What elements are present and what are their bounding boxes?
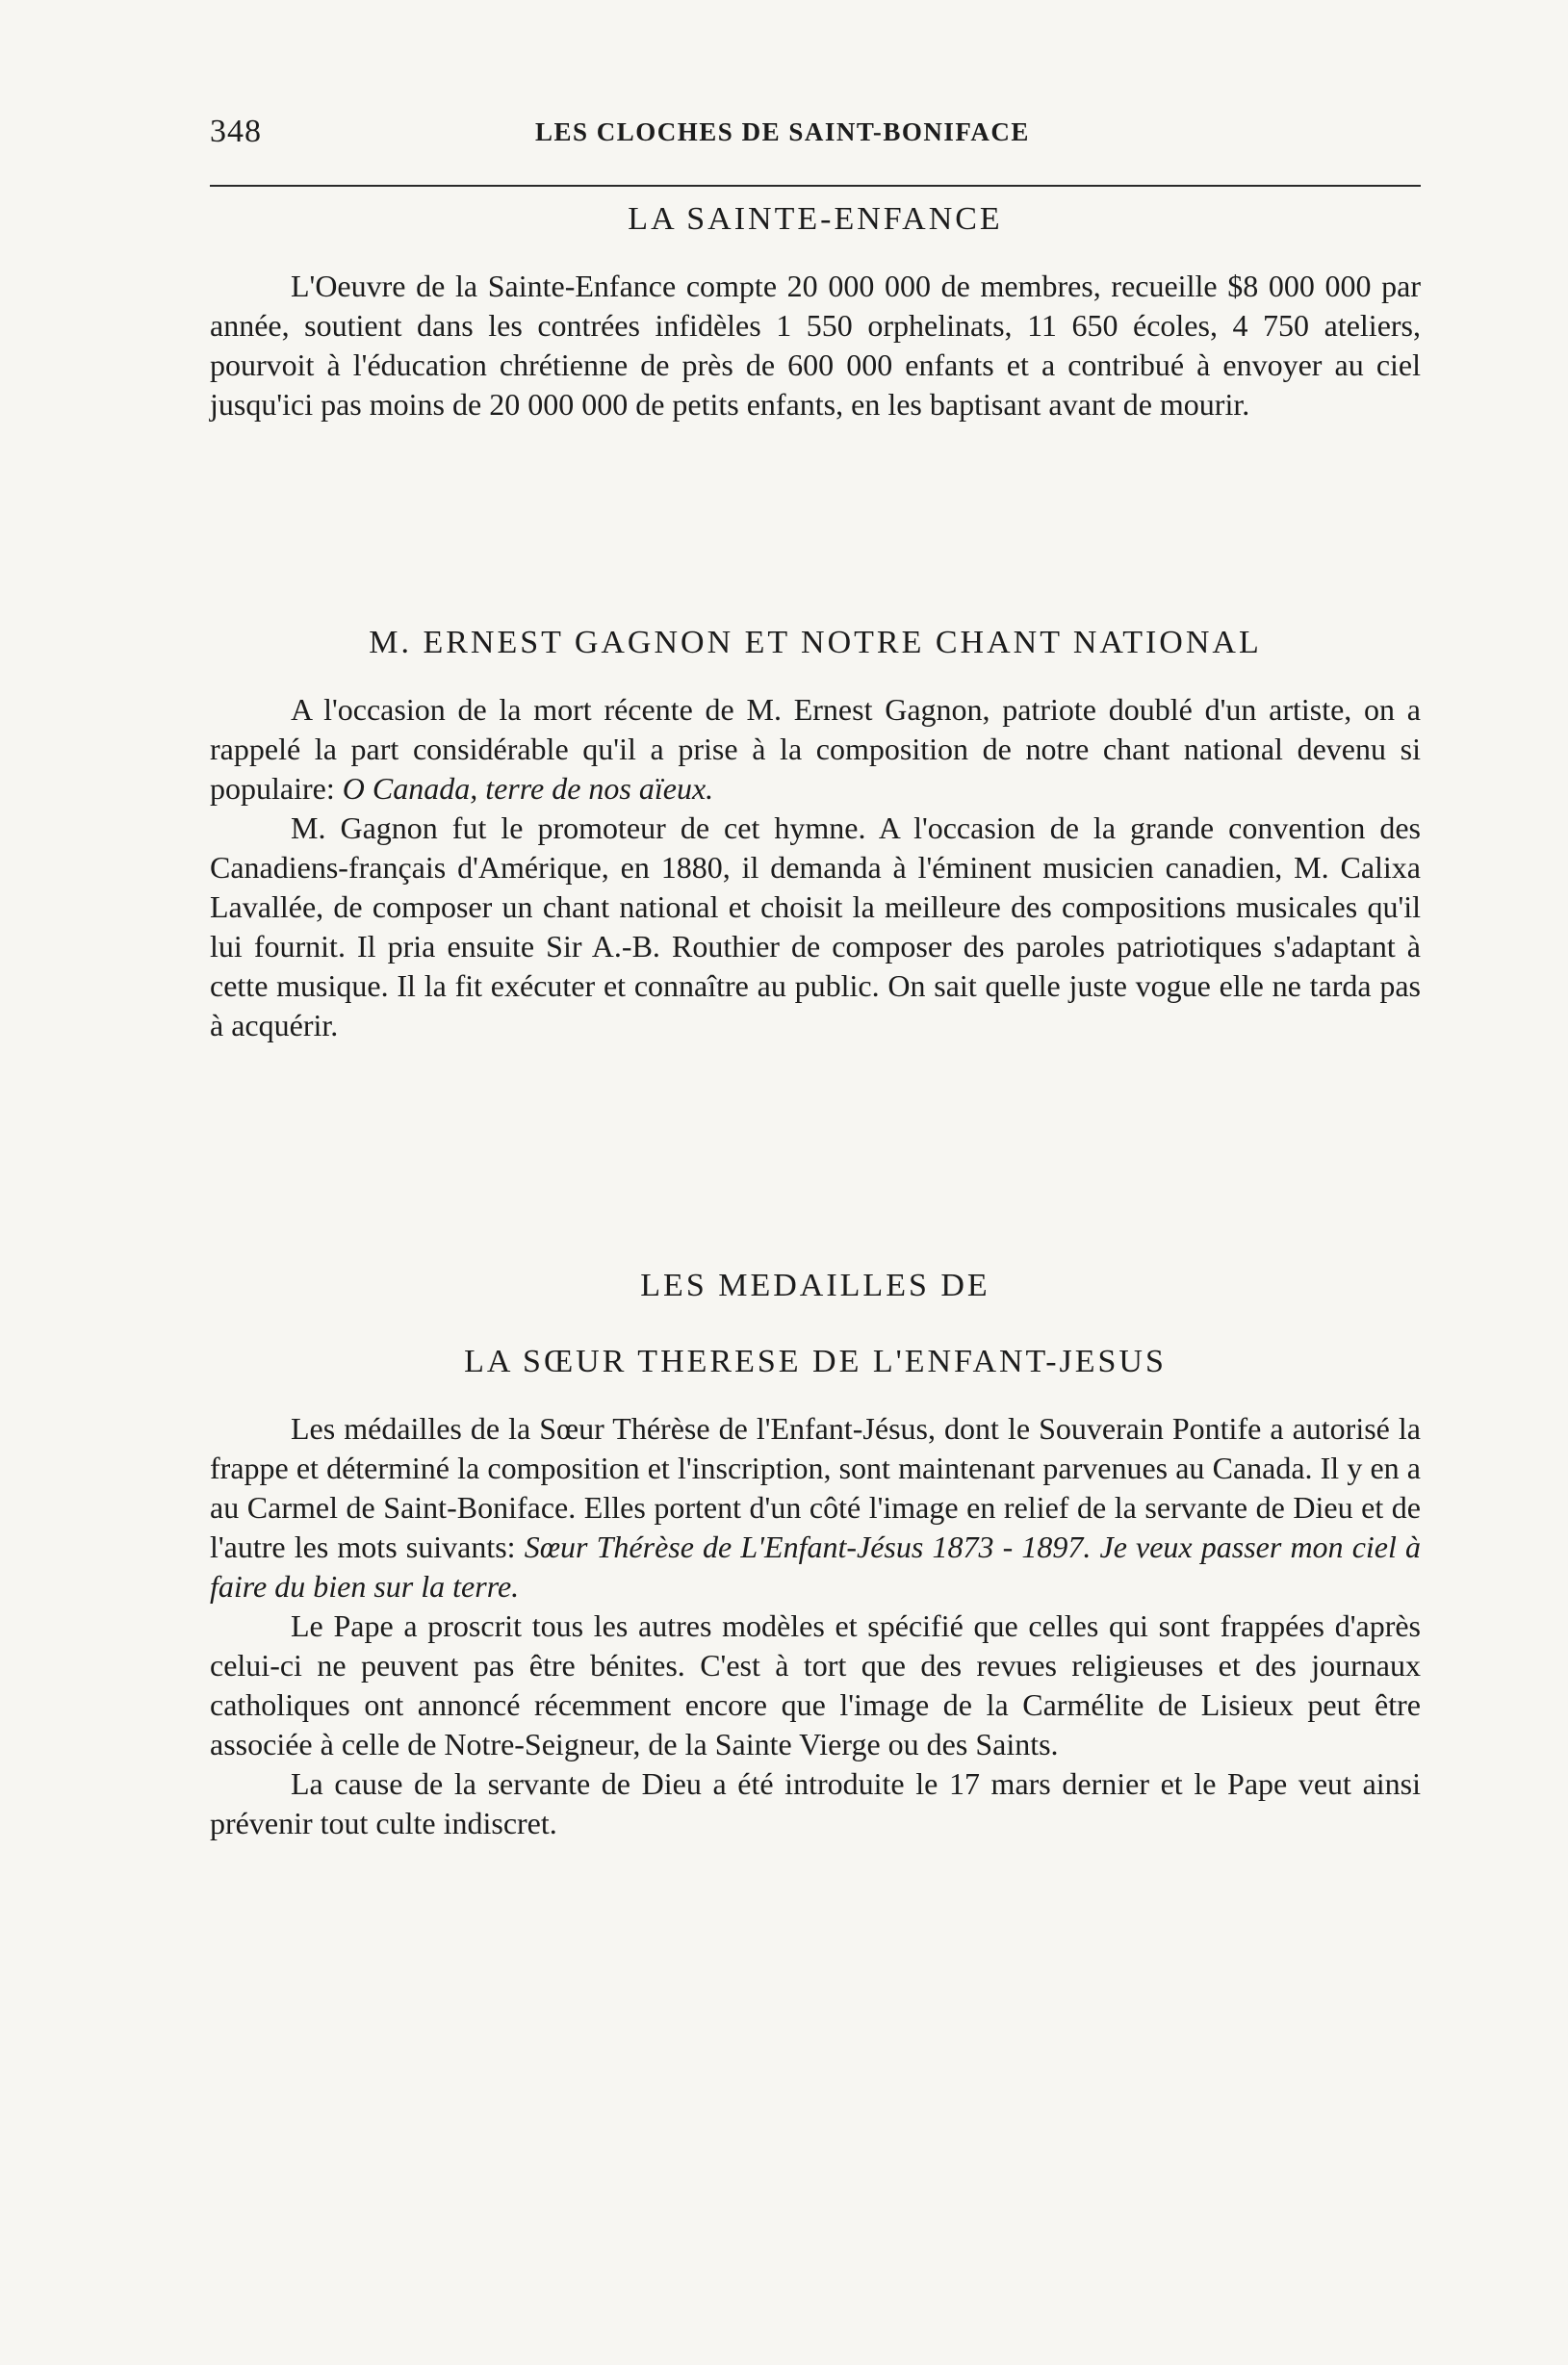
paragraph: La cause de la servante de Dieu a été introduite le 17 mars dernier et le Pape veut ainsi prévenir tout culte indiscret. [210, 1765, 1421, 1840]
paragraph: Le Pape a proscrit tous les autres modèles et spécifié que celles qui sont frappées d'après celui-ci ne peuvent pas être bénites. C'est à tort que des revues religieuses et des journaux catholiques ont annoncé récemment encore que l'image de la Carmélite de Lisieux peut être associée à celle de Notre-Seigneur, de la Sainte Vierge ou des Saints. [210, 1607, 1421, 1761]
paragraph [210, 690, 1421, 809]
paragraph: L'Oeuvre de la Sainte-Enfance compte 20 000 000 de membres, recueille $8 000 000 par année, soutient dans les contrées infidèles 1 550 orphelinats, 11 650 écoles, 4 750 ateliers, pourvoit à l'éducation chrétienne de près de 600 000 enfants et a contribué à envoyer au ciel jusqu'ici pas moins de 20 000 000 de petits enfants, en les baptisant avant de mourir. [210, 268, 1421, 422]
section-medailles [210, 1267, 1421, 1843]
section-sainte-enfance [210, 200, 1421, 424]
page-number: 348 [210, 114, 262, 149]
section-subheading: LA SŒUR THERESE DE L'ENFANT-JESUS [464, 1343, 1167, 1379]
section-heading: LA SAINTE-ENFANCE [628, 201, 1003, 237]
song-title: O Canada, terre de nos aïeux. [342, 770, 714, 806]
section-ernest-gagnon [210, 624, 1421, 1045]
paragraph: M. Gagnon fut le promoteur de cet hymne. A l'occasion de la grande convention des Canadiens-français d'Amérique, en 1880, il demanda à l'éminent musicien canadien, M. Calixa Lavallée, de composer un chant national et choisit la meilleure des compositions musicales qu'il lui fournit. Il pria ensuite Sir A.-B. Routhier de composer des paroles patriotiques s'adaptant à cette musique. Il la fit exécuter et connaître au public. On sait quelle juste vogue elle ne tarda pas à acquérir. [210, 810, 1421, 1042]
header-rule [210, 185, 1421, 187]
section-heading: LES MEDAILLES DE [640, 1268, 990, 1303]
paragraph-text: A l'occasion de la mort récente de M. Ernest Gagnon, patriote doublé d'un artiste, on a rappelé la part considérable qu'il a prise à la composition de notre chant national devenu si populaire: [210, 691, 1421, 806]
running-title: LES CLOCHES DE SAINT-BONIFACE [535, 117, 1030, 146]
paragraph-text: Les médailles de la Sœur Thérèse de l'Enfant-Jésus, dont le Souverain Pontife a autorisé la frappe et déterminé la composition et l'inscription, sont maintenant parvenues au Canada. Il y en a au Carmel de Saint-Boniface. Elles portent d'un côté l'image en relief de la servante de Dieu et de l'autre les mots suivants: [210, 1410, 1421, 1564]
medal-inscription: Sœur Thérèse de L'Enfant-Jésus 1873 - 1897. Je veux passer mon ciel à faire du bien sur la terre. [210, 1529, 1422, 1604]
running-head [210, 114, 1421, 162]
paragraph [210, 1409, 1421, 1607]
section-heading: M. ERNEST GAGNON ET NOTRE CHANT NATIONAL [369, 625, 1262, 660]
